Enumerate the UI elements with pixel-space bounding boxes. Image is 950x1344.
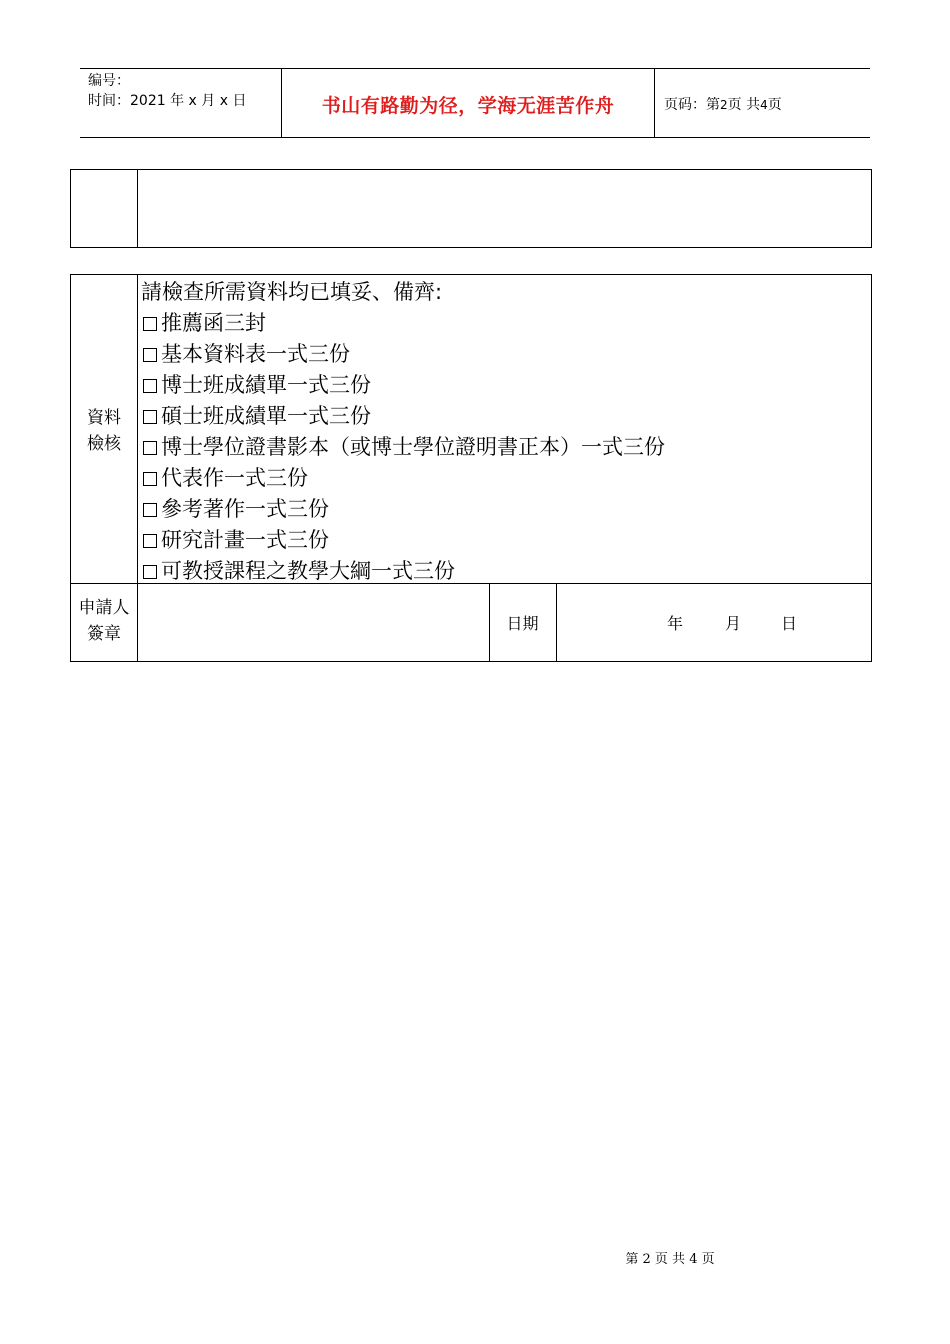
checklist-item: 基本資料表一式三份 [141,339,665,370]
header-motto: 书山有路勤为径，学海无涯苦作舟 [321,95,615,117]
empty-table-row [70,169,872,248]
page-footer: 第 2 页 共 4 页 [625,1252,715,1267]
checkbox[interactable] [143,472,157,486]
checkbox[interactable] [143,348,157,362]
checklist-item: 推薦函三封 [141,308,665,339]
checkbox[interactable] [143,503,157,517]
checkbox[interactable] [143,441,157,455]
table-divider [137,170,138,247]
checklist-item: 博士學位證書影本（或博士學位證明書正本）一式三份 [141,432,665,463]
header-page-number: 页码：第2页 共4页 [664,97,782,113]
page-total: 4 [760,98,768,112]
checklist-item: 博士班成績單一式三份 [141,370,665,401]
checkbox[interactable] [143,410,157,424]
checkbox[interactable] [143,379,157,393]
checklist-items [141,308,665,587]
date-label: 日期 [506,614,539,633]
table-divider [137,275,138,661]
day-label: 日 [781,614,798,633]
checklist-item: 碩士班成績單一式三份 [141,401,665,432]
page-current: 2 [720,98,728,112]
checklist-item: 參考著作一式三份 [141,494,665,525]
number-label: 编号： [88,73,130,89]
checklist-item: 可教授課程之教學大綱一式三份 [141,556,665,587]
checklist-title: 請檢查所需資料均已填妥、備齊: [141,280,443,304]
time-label: 时间：2021 年 x 月 x 日 [88,93,247,109]
applicant-signature-label: 申請人 簽章 [78,598,130,644]
year-label: 年 [667,614,684,633]
checklist-item: 研究計畫一式三份 [141,525,665,556]
header-meta [88,71,246,111]
month-label: 月 [725,614,742,633]
checklist-item: 代表作一式三份 [141,463,665,494]
header-divider [654,69,655,137]
table-divider [556,583,557,661]
checkbox[interactable] [143,565,157,579]
checklist-table [70,274,872,662]
checkbox[interactable] [143,534,157,548]
checklist-section-label: 資料 檢核 [87,408,121,454]
page-header [80,68,870,138]
checkbox[interactable] [143,317,157,331]
